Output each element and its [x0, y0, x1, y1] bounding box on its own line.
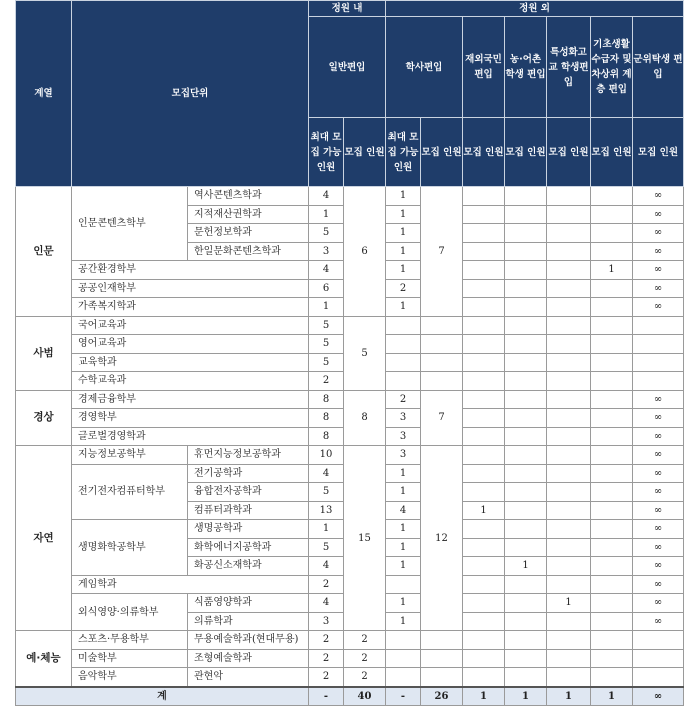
total-cell: 1: [547, 687, 591, 706]
dept-cell: 문헌정보학과: [188, 224, 309, 243]
total-row: [16, 687, 684, 706]
value-cell: 1: [463, 501, 505, 520]
header-max-capacity: 최대 모집 가능 인원: [309, 118, 344, 187]
value-cell: [421, 335, 463, 354]
category-cell: 자연: [16, 446, 72, 631]
value-cell: 2: [309, 668, 344, 687]
value-cell: [591, 594, 633, 613]
value-cell: [547, 353, 591, 372]
value-cell: [547, 187, 591, 206]
value-cell: 1: [386, 464, 421, 483]
dept-cell: 휴먼지능정보공학과: [188, 446, 309, 465]
value-cell: 2: [309, 631, 344, 650]
value-cell: [463, 409, 505, 428]
unit-cell: 공간환경학부: [72, 261, 309, 280]
value-cell: [505, 298, 547, 317]
admission-quota-table: [15, 0, 684, 706]
value-cell: 3: [386, 409, 421, 428]
dept-cell: 역사콘텐츠학과: [188, 187, 309, 206]
value-cell: ∞: [633, 501, 684, 520]
value-cell: ∞: [633, 612, 684, 631]
header-capacity: 모집 인원: [463, 118, 505, 187]
value-cell: [463, 261, 505, 280]
value-cell: ∞: [633, 483, 684, 502]
unit-cell: 공공인재학부: [72, 279, 309, 298]
capacity-cell: 2: [344, 649, 386, 668]
header-quota-in: 정원 내: [309, 1, 386, 17]
value-cell: [633, 649, 684, 668]
value-cell: [505, 353, 547, 372]
value-cell: [505, 520, 547, 539]
value-cell: 5: [309, 483, 344, 502]
value-cell: ∞: [633, 187, 684, 206]
value-cell: [421, 316, 463, 335]
value-cell: [505, 316, 547, 335]
value-cell: [386, 316, 421, 335]
value-cell: [547, 631, 591, 650]
dept-cell: 융합전자공학과: [188, 483, 309, 502]
value-cell: 1: [309, 298, 344, 317]
value-cell: [421, 353, 463, 372]
value-cell: 5: [309, 538, 344, 557]
value-cell: 1: [386, 298, 421, 317]
unit-cell: 수학교육과: [72, 372, 309, 391]
value-cell: 4: [309, 594, 344, 613]
header-bachelor-transfer: 학사편입: [386, 17, 463, 118]
value-cell: ∞: [633, 279, 684, 298]
value-cell: 3: [309, 612, 344, 631]
value-cell: [421, 668, 463, 687]
unit-cell: 영어교육과: [72, 335, 309, 354]
value-cell: [463, 242, 505, 261]
value-cell: [463, 353, 505, 372]
value-cell: [591, 224, 633, 243]
value-cell: [591, 501, 633, 520]
value-cell: [547, 575, 591, 594]
value-cell: 1: [309, 520, 344, 539]
value-cell: 2: [386, 390, 421, 409]
value-cell: [591, 353, 633, 372]
header-general-transfer: 일반편입: [309, 17, 386, 118]
value-cell: 1: [386, 483, 421, 502]
value-cell: [463, 279, 505, 298]
unit-cell: 생명화학공학부: [72, 520, 188, 576]
value-cell: [547, 261, 591, 280]
value-cell: [386, 335, 421, 354]
value-cell: 8: [309, 390, 344, 409]
value-cell: [547, 501, 591, 520]
value-cell: 1: [591, 261, 633, 280]
value-cell: 4: [386, 501, 421, 520]
value-cell: ∞: [633, 242, 684, 261]
value-cell: 4: [309, 261, 344, 280]
value-cell: [591, 446, 633, 465]
value-cell: [505, 372, 547, 391]
value-cell: [591, 279, 633, 298]
total-cell: 1: [505, 687, 547, 706]
dept-cell: 화학에너지공학과: [188, 538, 309, 557]
value-cell: [505, 427, 547, 446]
value-cell: ∞: [633, 575, 684, 594]
capacity-cell: 5: [344, 316, 386, 390]
value-cell: ∞: [633, 261, 684, 280]
unit-cell: 경영학부: [72, 409, 309, 428]
value-cell: [547, 242, 591, 261]
value-cell: ∞: [633, 224, 684, 243]
value-cell: 1: [309, 205, 344, 224]
dept-cell: 컴퓨터과학과: [188, 501, 309, 520]
value-cell: [463, 316, 505, 335]
value-cell: [547, 464, 591, 483]
value-cell: [463, 649, 505, 668]
unit-cell: 음악학부: [72, 668, 188, 687]
header-overseas-transfer: 재외국민 편입: [463, 17, 505, 118]
table-row: [16, 446, 684, 465]
unit-cell: 지능정보공학부: [72, 446, 188, 465]
total-label: 계: [16, 687, 309, 706]
value-cell: [591, 557, 633, 576]
value-cell: [463, 298, 505, 317]
dept-cell: 생명공학과: [188, 520, 309, 539]
value-cell: [547, 298, 591, 317]
value-cell: [591, 649, 633, 668]
value-cell: [463, 594, 505, 613]
value-cell: [547, 279, 591, 298]
header-vocational-transfer: 특성화고교 학생편입: [547, 17, 591, 118]
total-cell: 1: [591, 687, 633, 706]
category-cell: 사범: [16, 316, 72, 390]
value-cell: 1: [386, 520, 421, 539]
value-cell: [547, 224, 591, 243]
capacity-cell: 7: [421, 390, 463, 446]
value-cell: ∞: [633, 409, 684, 428]
table-row: [16, 316, 684, 335]
header-category: 계열: [16, 1, 72, 187]
value-cell: 3: [309, 242, 344, 261]
capacity-cell: 2: [344, 668, 386, 687]
value-cell: [463, 483, 505, 502]
value-cell: [505, 575, 547, 594]
value-cell: 5: [309, 224, 344, 243]
dept-cell: 무용예술학과(현대무용): [188, 631, 309, 650]
value-cell: 2: [309, 372, 344, 391]
value-cell: [386, 649, 421, 668]
value-cell: [463, 372, 505, 391]
unit-cell: 인문콘텐츠학부: [72, 187, 188, 261]
unit-cell: 국어교육과: [72, 316, 309, 335]
value-cell: [463, 187, 505, 206]
value-cell: [591, 372, 633, 391]
value-cell: [591, 409, 633, 428]
value-cell: [591, 298, 633, 317]
value-cell: [591, 205, 633, 224]
unit-cell: 가족복지학과: [72, 298, 309, 317]
value-cell: 3: [386, 446, 421, 465]
capacity-cell: 15: [344, 446, 386, 631]
value-cell: [591, 483, 633, 502]
value-cell: 6: [309, 279, 344, 298]
value-cell: [591, 316, 633, 335]
value-cell: [463, 205, 505, 224]
value-cell: ∞: [633, 557, 684, 576]
category-cell: 예·체능: [16, 631, 72, 687]
header-unit: 모집단위: [72, 1, 309, 187]
value-cell: ∞: [633, 446, 684, 465]
header-welfare-transfer: 기초생활 수급자 및 차상위 계층 편입: [591, 17, 633, 118]
value-cell: [547, 335, 591, 354]
value-cell: 1: [386, 557, 421, 576]
value-cell: [547, 612, 591, 631]
dept-cell: 전기공학과: [188, 464, 309, 483]
value-cell: [505, 279, 547, 298]
capacity-cell: 8: [344, 390, 386, 446]
value-cell: [421, 631, 463, 650]
value-cell: 1: [547, 594, 591, 613]
value-cell: [463, 335, 505, 354]
capacity-cell: 12: [421, 446, 463, 631]
value-cell: [633, 353, 684, 372]
dept-cell: 관현악: [188, 668, 309, 687]
capacity-cell: 2: [344, 631, 386, 650]
value-cell: ∞: [633, 464, 684, 483]
value-cell: [463, 557, 505, 576]
table-row: [16, 668, 684, 687]
value-cell: 5: [309, 316, 344, 335]
total-cell: 26: [421, 687, 463, 706]
value-cell: 10: [309, 446, 344, 465]
value-cell: [505, 501, 547, 520]
value-cell: [547, 483, 591, 502]
value-cell: [591, 390, 633, 409]
value-cell: [421, 649, 463, 668]
value-cell: ∞: [633, 594, 684, 613]
header-capacity: 모집 인원: [505, 118, 547, 187]
value-cell: [505, 205, 547, 224]
value-cell: [547, 427, 591, 446]
value-cell: [591, 668, 633, 687]
value-cell: [505, 446, 547, 465]
value-cell: 2: [309, 649, 344, 668]
dept-cell: 한일문화콘텐츠학과: [188, 242, 309, 261]
value-cell: [591, 242, 633, 261]
value-cell: [633, 316, 684, 335]
dept-cell: 조형예술학과: [188, 649, 309, 668]
capacity-cell: 6: [344, 187, 386, 317]
value-cell: [505, 631, 547, 650]
category-cell: 경상: [16, 390, 72, 446]
value-cell: [505, 242, 547, 261]
value-cell: 3: [386, 427, 421, 446]
table-row: [16, 187, 684, 206]
unit-cell: 게임학과: [72, 575, 309, 594]
value-cell: [633, 372, 684, 391]
value-cell: [633, 335, 684, 354]
unit-cell: 외식영양·의류학부: [72, 594, 188, 631]
value-cell: [591, 427, 633, 446]
value-cell: ∞: [633, 427, 684, 446]
value-cell: [463, 224, 505, 243]
dept-cell: 지적재산권학과: [188, 205, 309, 224]
value-cell: [591, 575, 633, 594]
value-cell: [505, 668, 547, 687]
header-quota-out: 정원 외: [386, 1, 684, 17]
value-cell: [386, 631, 421, 650]
value-cell: [463, 575, 505, 594]
value-cell: ∞: [633, 205, 684, 224]
value-cell: 4: [309, 557, 344, 576]
value-cell: [547, 538, 591, 557]
value-cell: [463, 390, 505, 409]
value-cell: 1: [386, 612, 421, 631]
value-cell: 1: [386, 187, 421, 206]
value-cell: [463, 427, 505, 446]
unit-cell: 스포츠·무용학부: [72, 631, 188, 650]
value-cell: [591, 335, 633, 354]
value-cell: 5: [309, 335, 344, 354]
unit-cell: 글로벌경영학과: [72, 427, 309, 446]
value-cell: [591, 464, 633, 483]
value-cell: [547, 520, 591, 539]
value-cell: [633, 631, 684, 650]
value-cell: [463, 668, 505, 687]
header-military-transfer: 군위탁생 편입: [633, 17, 684, 118]
dept-cell: 식품영양학과: [188, 594, 309, 613]
value-cell: [463, 612, 505, 631]
value-cell: [505, 261, 547, 280]
value-cell: [591, 187, 633, 206]
capacity-cell: 7: [421, 187, 463, 317]
value-cell: [505, 390, 547, 409]
header-capacity: 모집 인원: [421, 118, 463, 187]
value-cell: [547, 649, 591, 668]
admission-table-wrapper: [15, 0, 683, 706]
value-cell: [591, 520, 633, 539]
value-cell: 4: [309, 464, 344, 483]
value-cell: [591, 631, 633, 650]
total-cell: ∞: [633, 687, 684, 706]
value-cell: ∞: [633, 298, 684, 317]
value-cell: [505, 409, 547, 428]
value-cell: [547, 205, 591, 224]
value-cell: 4: [309, 187, 344, 206]
total-cell: -: [309, 687, 344, 706]
table-row: [16, 631, 684, 650]
header-capacity: 모집 인원: [547, 118, 591, 187]
value-cell: 5: [309, 353, 344, 372]
value-cell: [505, 538, 547, 557]
value-cell: 1: [386, 205, 421, 224]
value-cell: [547, 372, 591, 391]
value-cell: [386, 668, 421, 687]
header-rural-transfer: 농·어촌 학생 편입: [505, 17, 547, 118]
unit-cell: 교육학과: [72, 353, 309, 372]
value-cell: [547, 446, 591, 465]
total-cell: -: [386, 687, 421, 706]
value-cell: [591, 538, 633, 557]
value-cell: 1: [505, 557, 547, 576]
value-cell: [386, 575, 421, 594]
value-cell: 1: [386, 261, 421, 280]
dept-cell: 화공신소재학과: [188, 557, 309, 576]
value-cell: [547, 390, 591, 409]
header-capacity: 모집 인원: [344, 118, 386, 187]
value-cell: [547, 316, 591, 335]
category-cell: 인문: [16, 187, 72, 317]
value-cell: ∞: [633, 538, 684, 557]
value-cell: 8: [309, 427, 344, 446]
value-cell: [547, 668, 591, 687]
header-capacity: 모집 인원: [633, 118, 684, 187]
value-cell: [386, 372, 421, 391]
value-cell: [463, 464, 505, 483]
value-cell: [505, 464, 547, 483]
total-cell: 1: [463, 687, 505, 706]
value-cell: [421, 372, 463, 391]
value-cell: [463, 631, 505, 650]
value-cell: [463, 446, 505, 465]
value-cell: 2: [386, 279, 421, 298]
value-cell: [505, 187, 547, 206]
value-cell: 2: [309, 575, 344, 594]
value-cell: [463, 520, 505, 539]
unit-cell: 전기전자컴퓨터학부: [72, 464, 188, 520]
value-cell: [463, 538, 505, 557]
header-capacity: 모집 인원: [591, 118, 633, 187]
value-cell: [547, 409, 591, 428]
value-cell: 1: [386, 242, 421, 261]
unit-cell: 경제금융학부: [72, 390, 309, 409]
value-cell: 1: [386, 224, 421, 243]
value-cell: 1: [386, 538, 421, 557]
value-cell: 8: [309, 409, 344, 428]
value-cell: ∞: [633, 390, 684, 409]
value-cell: [505, 483, 547, 502]
value-cell: [633, 668, 684, 687]
unit-cell: 미술학부: [72, 649, 188, 668]
total-cell: 40: [344, 687, 386, 706]
value-cell: [386, 353, 421, 372]
value-cell: [505, 224, 547, 243]
value-cell: [505, 335, 547, 354]
table-row: [16, 649, 684, 668]
value-cell: [505, 612, 547, 631]
value-cell: 13: [309, 501, 344, 520]
table-row: [16, 390, 684, 409]
value-cell: 1: [386, 594, 421, 613]
value-cell: [591, 612, 633, 631]
dept-cell: 의류학과: [188, 612, 309, 631]
value-cell: [547, 557, 591, 576]
value-cell: [505, 649, 547, 668]
value-cell: [505, 594, 547, 613]
header-max-capacity: 최대 모집 가능 인원: [386, 118, 421, 187]
value-cell: ∞: [633, 520, 684, 539]
